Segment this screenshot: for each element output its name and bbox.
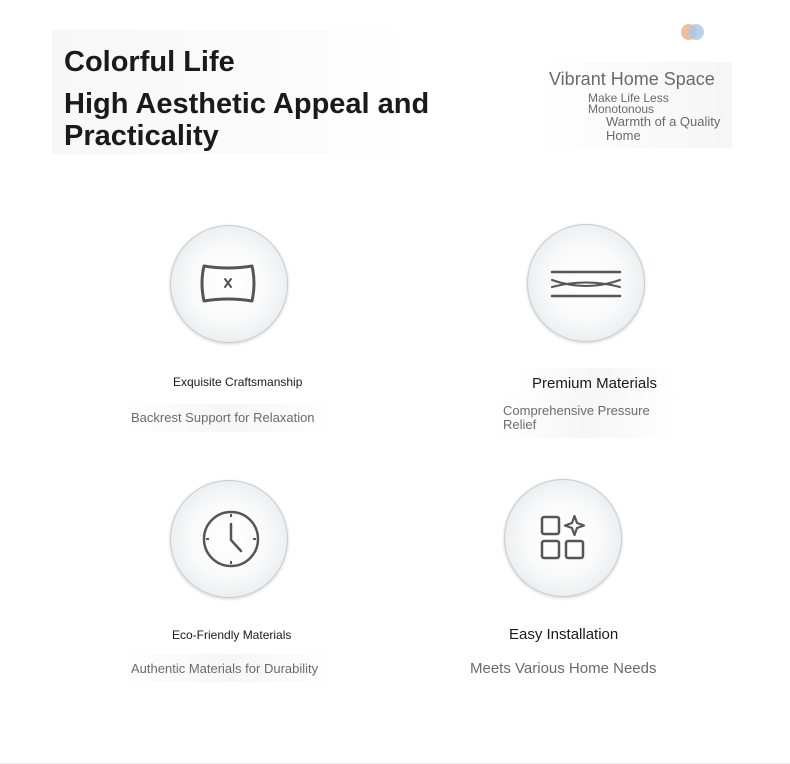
aside-subtitle-2: Warmth of a Quality Home	[606, 114, 721, 143]
feature-icon-circle	[504, 479, 622, 597]
page-title: Colorful Life	[64, 46, 235, 78]
decorative-dots-icon	[681, 24, 705, 40]
feature-title: Easy Installation	[509, 626, 619, 643]
blue-dot	[688, 24, 704, 40]
aside-title: Vibrant Home Space	[549, 69, 715, 89]
feature-title: Eco-Friendly Materials	[172, 628, 292, 642]
feature-description: Backrest Support for Relaxation	[131, 410, 315, 425]
feature-title: Exquisite Craftsmanship	[173, 375, 303, 389]
feature-description: Authentic Materials for Durability	[131, 661, 319, 676]
grid-icon	[504, 479, 622, 597]
pillow-icon	[170, 225, 288, 343]
feature-description: Comprehensive Pressure Relief	[503, 403, 650, 432]
aside-subtitle-1: Make Life Less Monotonous	[588, 91, 669, 116]
feature-title: Premium Materials	[532, 375, 658, 392]
clock-icon	[170, 480, 288, 598]
feature-icon-circle	[527, 224, 645, 342]
feature-icon-circle	[170, 480, 288, 598]
layers-icon	[527, 224, 645, 342]
feature-description: Meets Various Home Needs	[470, 660, 657, 677]
feature-icon-circle	[170, 225, 288, 343]
page-headline: High Aesthetic Appeal and Practicality	[64, 88, 430, 152]
